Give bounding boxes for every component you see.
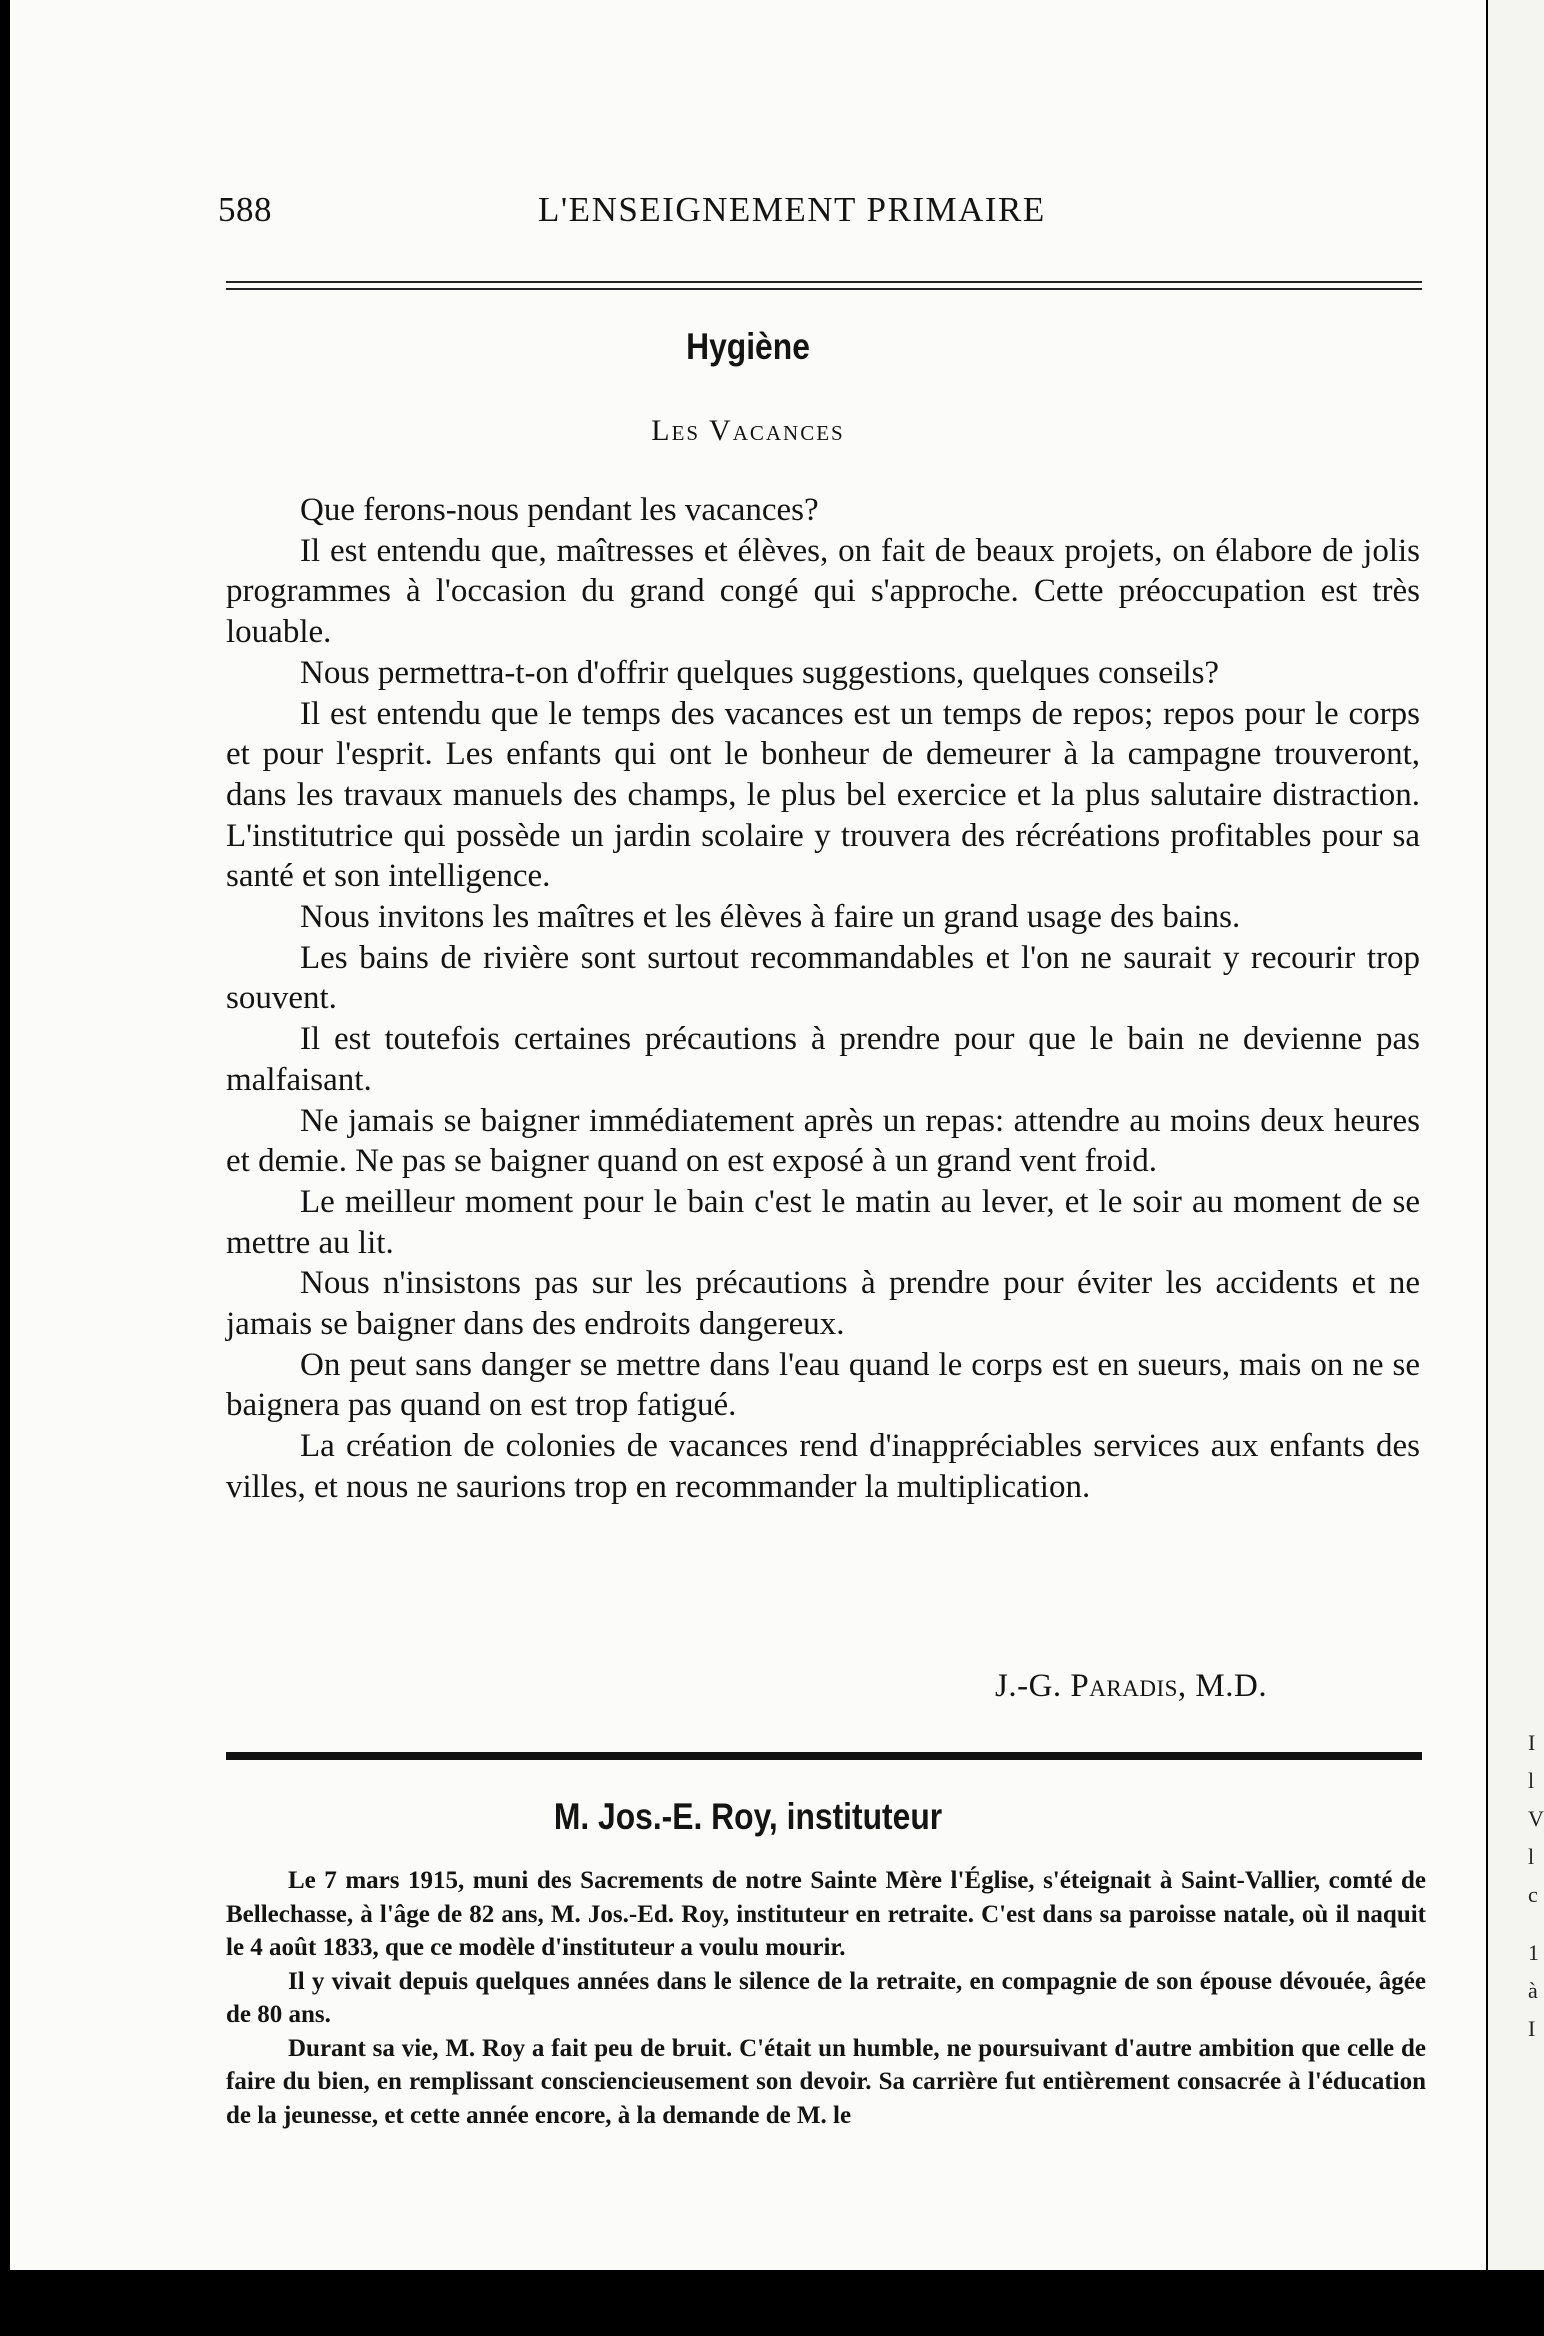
article-paragraph: La création de colonies de vacances rend d'inappréciables services aux enfants des villes, et nous ne saurions trop en recommander la multiplication. xyxy=(226,1428,1420,1505)
obituary-title: M. Jos.-E. Roy, instituteur xyxy=(553,1796,943,1837)
section-title: Hygiène xyxy=(686,326,810,367)
article-paragraph: Ne jamais se baigner immédiatement après un repas: attendre au moins deux heures et demie. Ne pas se baigner quand on est exposé à un grand vent froid. xyxy=(226,1102,1420,1180)
article-title: Les Vacances xyxy=(651,414,845,447)
obituary-paragraph: Durant sa vie, M. Roy a fait peu de bruit. C'était un humble, ne poursuivant d'autre ambition que celle de faire du bien, en remplissant consciencieusement son devoir. Sa carrière fut entièrement consacrée à l'éducation de la jeunesse, et cette année encore, à la demande de M. le xyxy=(226,2034,1426,2129)
article-paragraph: Nous invitons les maîtres et les élèves à faire un grand usage des bains. xyxy=(300,899,1241,936)
header-rule-bottom xyxy=(226,288,1422,290)
edge-letter: à xyxy=(1528,1978,1538,2003)
signature-initials: J.-G. xyxy=(995,1668,1062,1704)
edge-letter: 1 xyxy=(1528,1940,1539,1965)
edge-letter: l xyxy=(1528,1768,1535,1793)
edge-letter: V xyxy=(1528,1806,1544,1831)
article-paragraph: Nous n'insistons pas sur les précautions à prendre pour éviter les accidents et ne jamais se baigner dans des endroits dangereux. xyxy=(226,1265,1420,1343)
edge-letter: I xyxy=(1528,1730,1536,1755)
book-page xyxy=(10,0,1486,2270)
running-title: L'ENSEIGNEMENT PRIMAIRE xyxy=(538,190,1046,229)
article-paragraph: Que ferons-nous pendant les vacances? xyxy=(300,492,819,528)
header-rule-top xyxy=(226,281,1422,283)
article-paragraph: Il est entendu que, maîtresses et élèves, on fait de beaux projets, on élabore de jolis programmes à l'occasion du grand congé qui s'approche. Cette préoccupation est très louable. xyxy=(226,532,1420,651)
signature-name: Paradis xyxy=(1070,1668,1178,1704)
article-signature: J.-G. Paradis, M.D. xyxy=(995,1668,1268,1704)
edge-letter: l xyxy=(1528,1844,1535,1869)
edge-letter: c xyxy=(1528,1882,1538,1907)
article-body xyxy=(226,490,1420,1508)
article-paragraph: Nous permettra-t-on d'offrir quelques suggestions, quelques conseils? xyxy=(300,654,1220,691)
article-paragraph: Le meilleur moment pour le bain c'est le matin au lever, et le soir au moment de se mettre au lit. xyxy=(226,1183,1420,1261)
obituary-body xyxy=(226,1864,1426,2132)
section-divider xyxy=(226,1752,1422,1760)
obituary-paragraph: Le 7 mars 1915, muni des Sacrements de notre Sainte Mère l'Église, s'éteignait à Saint-Vallier, comté de Bellechasse, à l'âge de 82 ans, M. Jos.-Ed. Roy, instituteur en retraite. C'est dans sa paroisse natale, où il naquit le 4 août 1833, que ce modèle d'instituteur a voulu mourir. xyxy=(226,1867,1426,1961)
running-header xyxy=(218,190,1410,234)
obituary-paragraph: Il y vivait depuis quelques années dans le silence de la retraite, en compagnie de son épouse dévouée, âgée de 80 ans. xyxy=(226,1967,1426,2028)
facing-page-edge xyxy=(1488,0,1544,2270)
article-paragraph: Les bains de rivière sont surtout recommandables et l'on ne saurait y recourir trop souvent. xyxy=(226,939,1420,1017)
article-paragraph: On peut sans danger se mettre dans l'eau quand le corps est en sueurs, mais on ne se baignera pas quand on est trop fatigué. xyxy=(226,1346,1420,1424)
edge-letter: I xyxy=(1528,2016,1536,2041)
article-paragraph: Il est entendu que le temps des vacances est un temps de repos; repos pour le corps et pour l'esprit. Les enfants qui ont le bonheur de demeurer à la campagne trouveront, dans les travaux manuels des champs, le plus bel exercice et la plus salutaire distraction. L'institutrice qui possède un jardin scolaire y trouvera des récréations profitables pour sa santé et son intelligence. xyxy=(226,695,1420,895)
page-number: 588 xyxy=(218,190,272,229)
signature-title: M.D. xyxy=(1195,1668,1268,1704)
article-paragraph: Il est toutefois certaines précautions à prendre pour que le bain ne devienne pas malfaisant. xyxy=(226,1021,1420,1098)
